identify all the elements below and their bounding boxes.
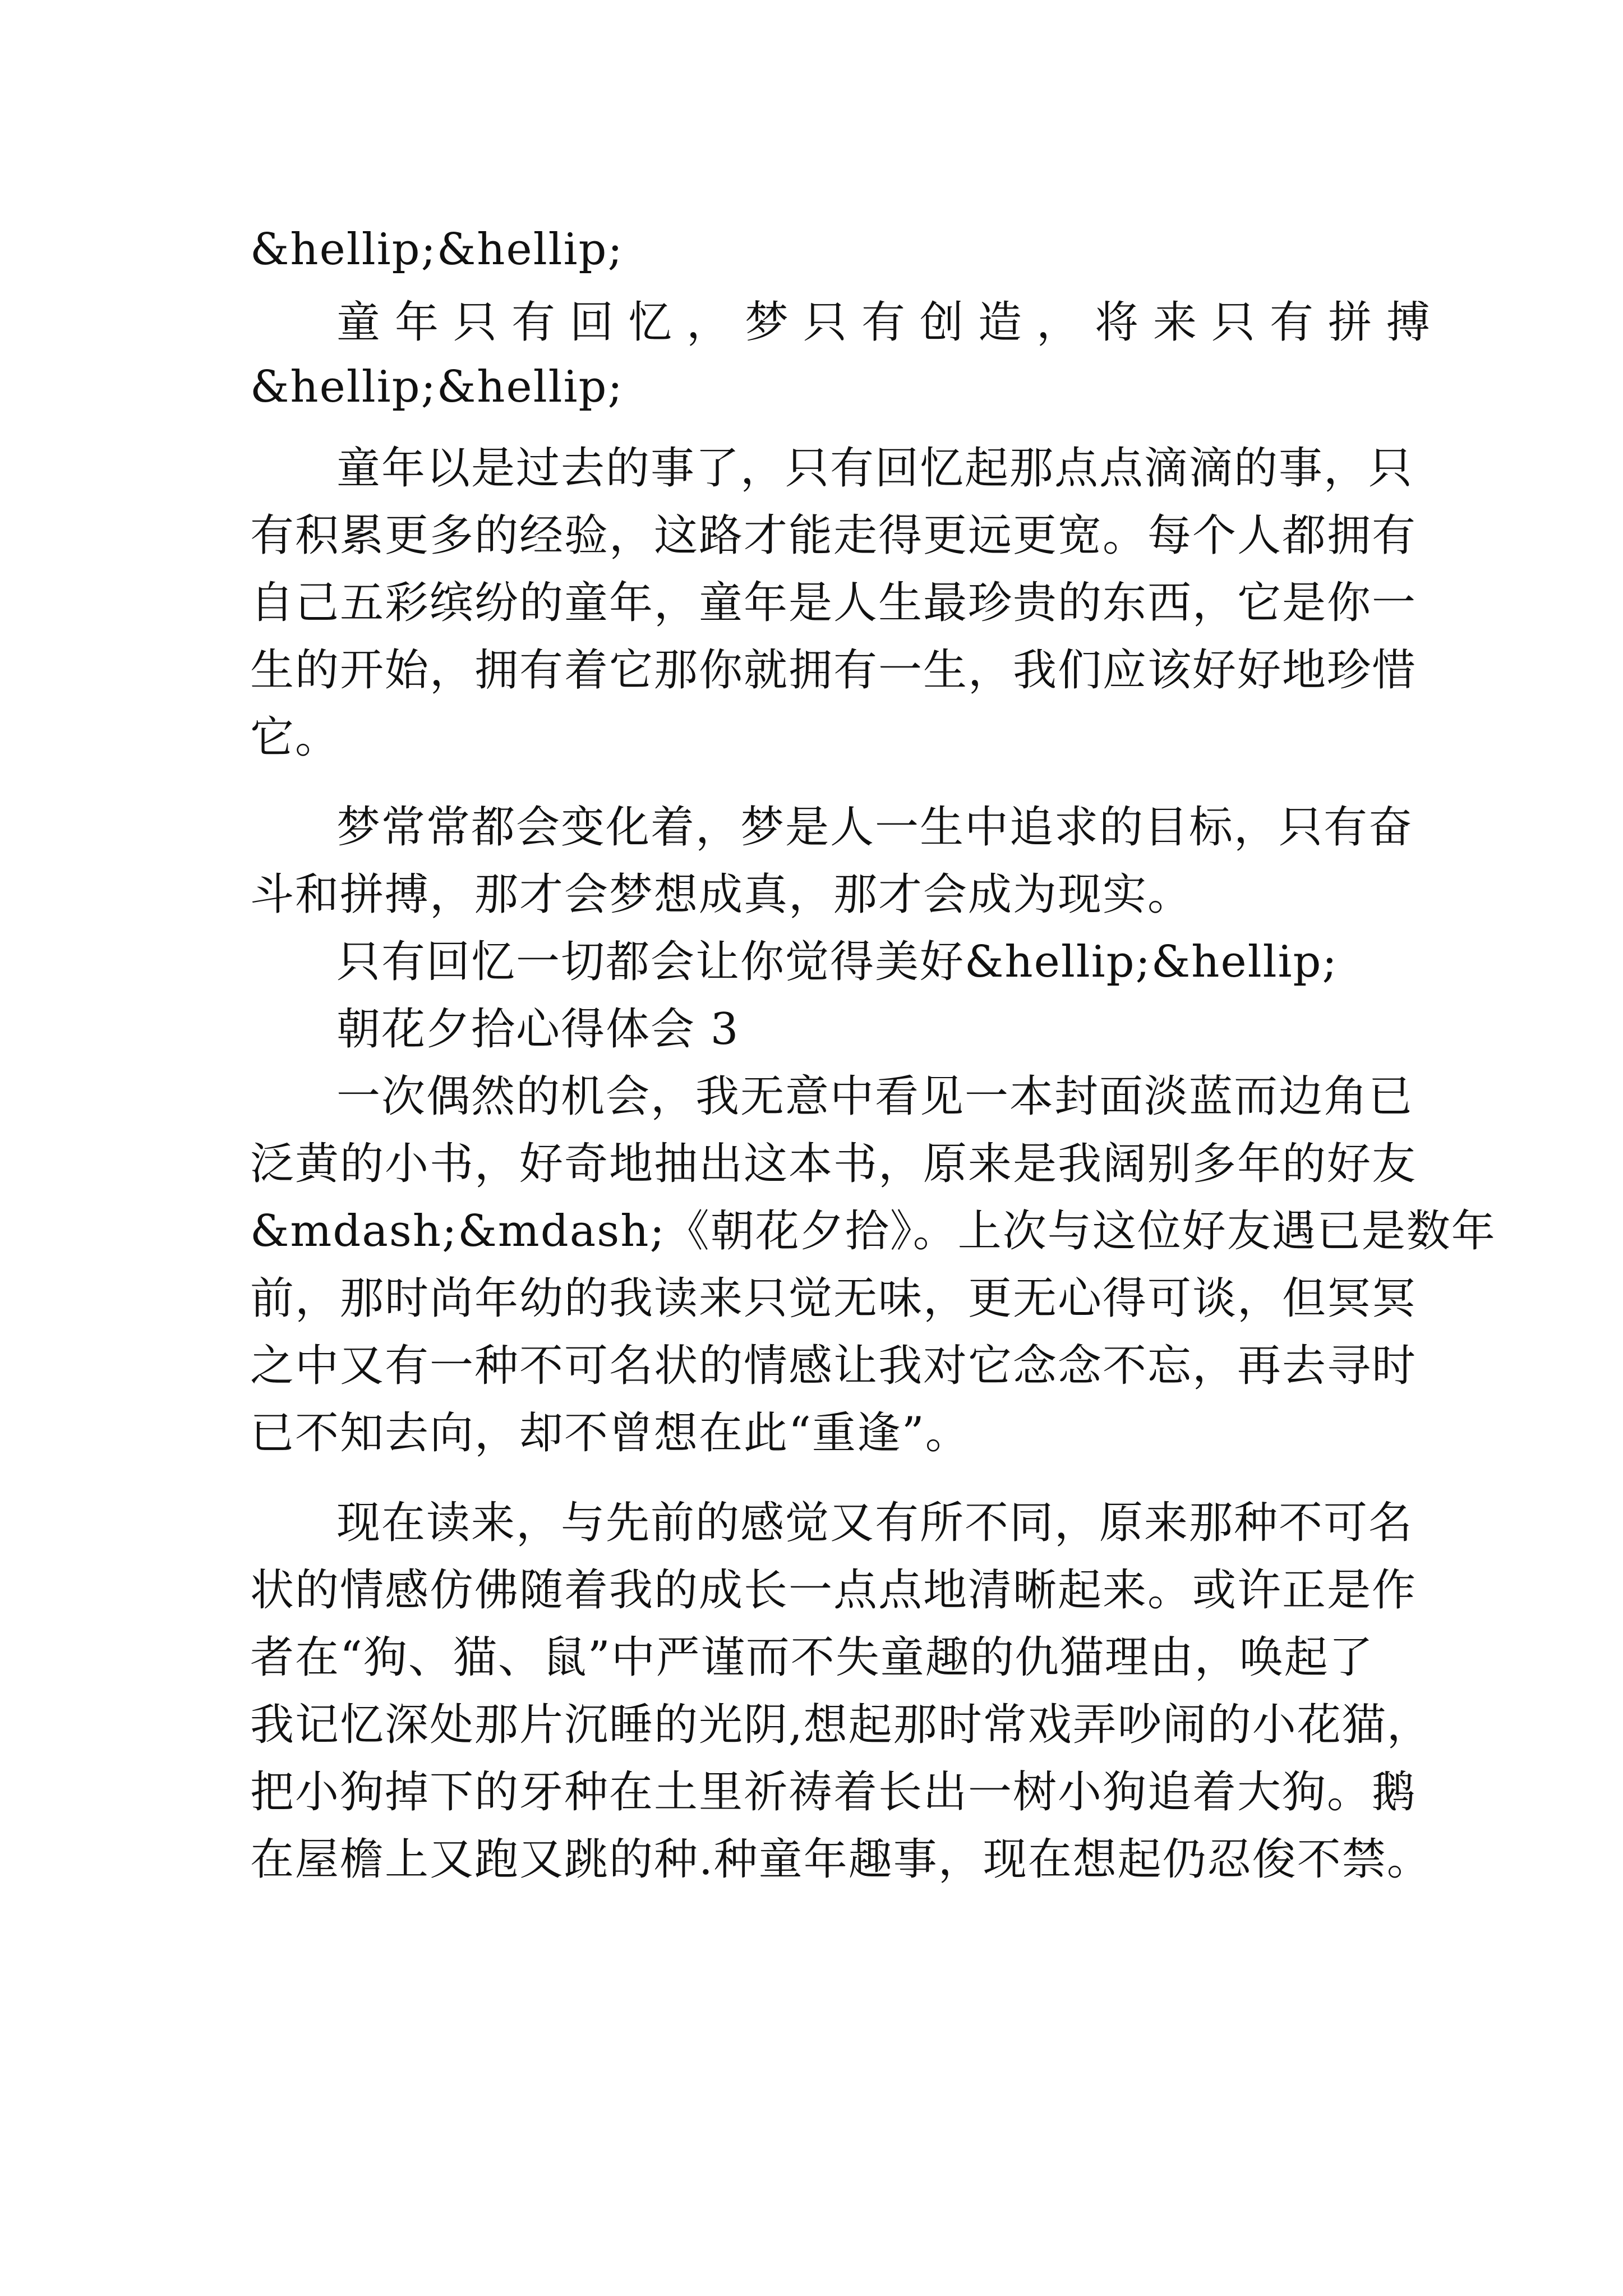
- text-line: 泛黄的小书，好奇地抽出这本书，原来是我阔别多年的好友: [250, 1139, 1417, 1189]
- text-line: 斗和拼搏，那才会梦想成真，那才会成为现实。: [250, 869, 1193, 920]
- text-line: 有积累更多的经验，这路才能走得更远更宽。每个人都拥有: [250, 510, 1417, 561]
- text-line: 我记忆深处那片沉睡的光阴,想起那时常戏弄吵闹的小花猫，: [250, 1700, 1432, 1750]
- text-line: 在屋檐上又跑又跳的种.种童年趣事，现在想起仍忍俊不禁。: [250, 1834, 1432, 1885]
- text-line: 已不知去向，却不曾想在此“重逢”。: [250, 1408, 970, 1458]
- text-line: &hellip;&hellip;: [250, 224, 624, 275]
- text-line: 梦常常都会变化着，梦是人一生中追求的目标，只有奋: [336, 802, 1414, 853]
- text-line: 只有回忆一切都会让你觉得美好&hellip;&hellip;: [336, 937, 1338, 987]
- text-line: 一次偶然的机会，我无意中看见一本封面淡蓝而边角已: [336, 1071, 1414, 1122]
- text-line: 生的开始，拥有着它那你就拥有一生，我们应该好好地珍惜: [250, 645, 1417, 696]
- section-heading: 朝花夕拾心得体会 3: [336, 1004, 740, 1055]
- text-line: &mdash;&mdash;《朝花夕拾》。上次与这位好友遇已是数年: [250, 1206, 1496, 1257]
- text-line: 者在“狗、猫、鼠”中严谨而不失童趣的仇猫理由，唤起了: [250, 1632, 1374, 1683]
- text-line: 它。: [250, 712, 340, 763]
- text-line: 前，那时尚年幼的我读来只觉无味，更无心得可谈，但冥冥: [250, 1273, 1417, 1324]
- text-line: 之中又有一种不可名状的情感让我对它念念不忘，再去寻时: [250, 1341, 1417, 1391]
- text-line: 状的情感仿佛随着我的成长一点点地清晰起来。或许正是作: [250, 1565, 1417, 1616]
- text-line: 童年以是过去的事了，只有回忆起那点点滴滴的事，只: [336, 443, 1414, 494]
- text-line: &hellip;&hellip;: [250, 362, 624, 412]
- text-line: 现在读来，与先前的感觉又有所不同，原来那种不可名: [336, 1498, 1414, 1548]
- text-line: 把小狗掉下的牙种在土里祈祷着长出一树小狗追着大狗。鹅: [250, 1767, 1417, 1818]
- text-line: 自己五彩缤纷的童年，童年是人生最珍贵的东西，它是你一: [250, 578, 1417, 628]
- text-line: 童年只有回忆，梦只有创造，将来只有拼搏: [336, 297, 1445, 348]
